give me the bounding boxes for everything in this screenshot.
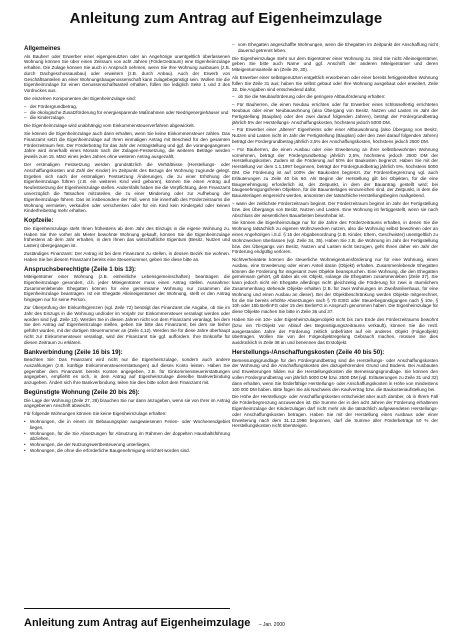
list-item: • Wohnungen, die der Nutzungswertbesteuerung unterliegen, (24, 442, 230, 448)
list-item: – der Fördergrundbetrag, (24, 104, 230, 110)
paragraph: Zuständiges Finanzamt: Der Antrag ist bei dem Finanzamt zu stellen, in dessen Bezirk Sie wohnen. Haben Sie bei diesem Finanzamt bereits eine Steuernummer, geben Sie diese bitte an. (24, 250, 230, 262)
paragraph: Nichtverheiratete können die steuerliche Wohneigentumsförderung nur für eine Wohnung, einen Ausbau, eine Erweiterung oder einen Anteil daran (Objekt) erhalten. Zusammenlebende Ehegatten können die Förderung für insgesamt zwei Objekte beanspruchen. Eine Wohnung, die den Ehegatten gemeinsam gehört, gilt dabei als ein Objekt, solange die Ehegatten zusammenleben (Zeile 37). Sie kann jedoch nicht ein Ehegatte allerdings nicht gleichzeitig die Förderung für zwei in räumlichem Zusammenhang stehende Objekte erhalten (z.B. für zwei Wohnungen im Zweifamilienhaus, für eine Wohnung und einen Ausbau an dieser). Bei der Objektbeschränkung werden Objekte mitgerechnet, für die Sie bereits erhöhte Absetzungen nach § 7b EStG oder Steuerbegünstigungen nach § 10e, § 10h oder 15b BerlinFG oder 15 des BerlinFG in Anspruch genommen haben. Die Eigenheimzulage für diese Objekte machen Sie bitte in Zeile 36 und 37. (232, 257, 438, 315)
paragraph: Die Eigenheimzulage steht nur dem Eigentümer einer Wohnung zu. Sind Sie nicht Alleineigentümer, geben Sie bitte auch Name und ggf. Anschrift der anderen Miteigentümer und deren Miteigentumsanteile an (Zeile 29, 30). (232, 55, 438, 73)
components-list (24, 104, 230, 121)
list-item: – die ökologische Zusatzförderung für energiesparende Maßnahmen oder Niedrigenergiehäuser und (24, 110, 230, 116)
paragraph: Für folgende Wohnungen können Sie keine Eigenheimzulage erhalten: (24, 411, 167, 417)
section-heading-allgemeines: Allgemeines (24, 45, 61, 52)
list-item: • Wohnungen, die ohne die erforderliche Baugenehmigung errichtet worden sind. (24, 448, 230, 454)
paragraph: Die Eigenheimzulage steht Ihnen frühestens ab dem Jahr des Einzugs in die eigene Wohnung zu. Haben Sie Ihre vorher als Mieter bewohnte Wohnung gekauft, können Sie die Eigenheimzulage frühestens ab dem Jahr erhalten, in dem Ihnen das wirtschaftliche Eigentum (Besitz, Nutzen und Lasten) übergegangen ist. (24, 225, 230, 249)
paragraph: Beachten Sie: Das Finanzamt wird nicht nur die Eigenheimzulage, sondern auch andere Auszahlungen (z.B. künftige Einkommensteuererstattungen) auf dieses Konto leisten. Haben Sie gegenüber dem Finanzamt bereits Konten angegeben, z.B. für Einkommensteuererstattungen angegeben, empfiehlt es sich, in dem Antrag auf Eigenheimzulage dieselbe Bankverbindung anzugeben. Ändert sich Ihre Bankverbindung, teilen Sie dies bitte sofort dem Finanzamt mit. (24, 357, 230, 386)
section-heading-beguenstigte-wohnung: Begünstigte Wohnung (Zeile 20 bis 26): (24, 389, 140, 397)
section-heading-kopfzeile: Kopfzeile: (24, 217, 54, 225)
page-title: Anleitung zum Antrag auf Eigenheimzulage (69, 10, 383, 27)
excluded-list (24, 419, 230, 454)
decision-list (232, 94, 438, 100)
section-heading-herstellungskosten: Herstellungs-/Anschaffungskosten (Zeile 40 bis 50): (232, 349, 385, 357)
paragraph: Sie können die Eigenheimzulage nur für die Jahre des Förderzeitraums erhalten, in denen Sie die Wohnung tatsächlich zu eigenen Wohnzwecken nutzen, also die Wohnung selbst bewohnen oder an einen Angehörigen i.S.d. § 15 der Abgabenordnung (z.B. Kinder, Eltern, Geschwister) unentgeltlich zu Wohnzwecken überlassen (vgl. Zeile 34, 35). Haben Sie z.B. die Wohnung im Jahr der Fertigstellung bzw. des Übergangs von Besitz, Nutzen und Lasten nicht bezogen, geht Ihnen daher ein Jahr der Förderung endgültig verloren. (232, 220, 438, 255)
list-item: • Wohnungen, die in einem im Bebauungsplan ausgewiesenen Ferien- oder Wochenendgebiet liegen, (24, 419, 230, 431)
footer-rule (24, 608, 230, 609)
lead-list (232, 42, 438, 54)
paragraph: Als Erwerber einer selbstgenutzten entgeltlich erworbenen oder einer bereits fertiggestellten Wohnung füllen Sie Zeile 31 aus; haben Sie selbst gebaut oder Ihre Wohnung ausgebaut oder erweitert, Zeile 32. Die Angaben sind entscheidend dafür, (232, 74, 438, 92)
right-column (232, 42, 438, 632)
paragraph: Als Bauherr oder Erwerber einer eigengenutzten oder an Angehörige unentgeltlich überlassenen Wohnung können Sie über einen Zeitraum von acht Jahren (Förderzeitraum) eine Eigenheimzulage erhalten. Die Zulage können Sie auch in Anspruch nehmen, wenn Sie Ihre Wohnung ausbauen (z.B. durch Dachgeschossausbau) oder erweitern (z.B. durch Anbau). Auch der Erwerb von Geschäftsanteilen an einer Wohnungsbaugenossenschaft kann zulagebegünstigt sein. Wollen Sie die Eigenheimzulage für einen Genossenschaftsanteil erhalten, füllen Sie lediglich Seite 1 und 3 des Vordruckes aus. (24, 53, 230, 94)
paragraph: Sie können die Eigenheimzulage auch dann erhalten, wenn Sie keine Einkommensteuer zahlen. Das Finanzamt setzt die Eigenheimzulage auf Ihren einmaligen Antrag mit Bescheid für den gesamten Förderzeitraum fest. Der Förderbetrag für das Jahr der Antragstellung und ggf. die vorangegangenen Jahre wird innerhalb eines Monats nach der Zulagen-Festsetzung, die weiteren Beträge werden jeweils zum 15. März eines jeden Jahres ohne weiteren Antrag ausgezahlt. (24, 131, 230, 160)
paragraph: Die Eigenheimzulage wird unabhängig vom Einkommensteuerverfahren abgewickelt. (24, 123, 195, 129)
paragraph: Haben Sie ein 10e- oder Eigenheimzulagenobjekt nicht bis zum Ende des Förderzeitraums bewohnt (bzw. ein 7b-Objekt vor Ablauf des Begünstigungszeitraums verkauft), können Sie die restl. ausgestanden Jahre der Förderung zeitlich unbefristet auf ein anderes Objekt (Folgeobjekt) übertragen. Wollen Sie von der Folgeobjektregelung Gebrauch machen, müssen Sie dies ausdrücklich in Zeile 38 an und benennen das Erstobjekt. (232, 317, 438, 346)
left-column (24, 42, 230, 602)
paragraph: – Für Erwerber einer „älteren“ Eigenheims oder einer Altbauwohnung (also Übergang von Besitz, Nutzen und Lasten nicht im Jahr der Fertigstellung (Bauplan) oder den zwei darauf folgenden Jahren) beträgt der Fördergrundbetrag jährlich 2,5% der Anschaffungskosten, höchstens jedoch 2500 DM. (232, 127, 438, 144)
paragraph: – wann der zeitlichste Förderzeitraum beginnt. Der Förderzeitraum beginnt im Jahr der Fertigstellung bzw. des Übergangs von Besitz, Nutzen und Lasten. Eine Wohnung ist fertiggestellt, wenn sie nach Abschluss der wesentlichen Bauarbeiten bewohnbar ist. (232, 200, 438, 218)
list-item: • Wohnungen, für die Sie Absetzungen für Abnutzung im Rahmen der doppelten Haushaltsführung abziehen, (24, 431, 230, 443)
footer (24, 613, 285, 631)
footer-title: Anleitung zum Antrag auf Eigenheimzulage (24, 617, 251, 629)
footer-date: – Jan. 2000 (258, 622, 285, 628)
paragraph: – Für Bauherren, die einen Ausbau oder eine Erweiterung an ihrer selbstbewohnten Wohnung vornehmen, beträgt der Fördergrundbetrag jährlich 2,5%, höchstens jedoch 2500 DM der Herstellungskosten. Zudem ist die Förderung auf 50% der Baukosten begrenzt. Haben Sie mit der Herstellung vor dem 1.1.1997 begonnen, beträgt der Fördergrundbetrag jährlich 5%, höchstens 5000 DM. Die Förderung ist auf 100% der Baukosten begrenzt. Zur Fördererbegrenzung vgl. auch Erläuterungen zu Zeile 40 bis 60. Als Beginn der Herstellung gilt bei Objekten, für die eine Baugenehmigung erforderlich ist, der Zeitpunkt, in dem der Bauantrag gestellt wird; bei baugenehmigungsfreien Objekten, für die Bauunterlagen einzureichen sind, der Zeitpunkt, in dem die Bauunterlagen eingereicht werden, ansonsten der tatsächliche Herstellungsbeginn maßgebend. (232, 146, 438, 199)
paragraph: Die Höhe der Herstellungs- oder Anschaffungskosten entscheidet aber auch darüber, ob in Ihrem Fall die Förderbegrenzung anzuwenden ist. Die Summe der in den acht Jahren der Förderung erhaltenen Eigenheimzulage der Kinderzulagen darf nicht mehr als die tatsächlich aufgewendeten Herstellungs- oder Anschaffungskosten betragen. Haben Sie mit der Herstellung eines Ausbaus oder einer Erweiterung nach dem 31.12.1996 begonnen, darf die Summe aller Förderbeträge 50 % der Herstellungskosten nicht übersteigen. (232, 394, 438, 429)
paragraph: Bemessungsgrundlage für den Fördergrundbetrag sind die Herstellungs- oder Anschaffungskosten der Wohnung und die Anschaffungskosten des dazugehörenden Grund und Bodens. Bei Ausbauten und Erweiterungen bilden nur die Herstellungskosten die Bemessungsgrundlage. Sie können den vollen Fördergrundbetrag von jährlich 5000 DM bzw. 2500 DM (vgl. Erläuterungen zu Zeile 31 und 32) dann erhalten, wenn Sie förderfähige Herstellungs- oder Anschaffungskosten in Höhe von mindestens 100 000 DM haben. Bitte fügen Sie als Nachweis den Kaufvertrag bzw. die Baukostenaufstellung bei. (232, 357, 438, 392)
list-item: – ob Sie die Neubauförderung oder die geringere Altbauförderung erhalten: (232, 94, 438, 100)
paragraph: – Für Bauherren, die einen Neubau errichten oder für Erwerber eines schlüsselfertig errichteten Neubaus oder einer Neubauwohnung (also Übergang von Besitz, Nutzen und Lasten im Jahr der Fertigstellung (Bauplan) oder den zwei darauf folgenden Jahren), beträgt der Fördergrundbetrag jährlich 5% der Herstellungs- Anschaffungskosten, höchstens jedoch 5000 DM. (232, 102, 438, 125)
paragraph: Die einzelnen Komponenten der Eigenheimzulage sind: (24, 96, 136, 102)
section-heading-bankverbindung: Bankverbindung (Zeile 16 bis 19): (24, 348, 123, 356)
section-heading-anspruchsberechtigte: Anspruchsberechtigte (Zeile 1 bis 13): (24, 265, 137, 273)
list-item: – vom Ehegatten angeschaffte Wohnungen, wenn die Ehegatten im Zeitpunkt der Anschaffung nicht dauernd getrennt leben. (232, 42, 438, 54)
paragraph: Die Lage der Wohnung (Zeile 27, 28) brauchen Sie nur dann anzugeben, wenn sie von Ihrer im Antrag angegebenen Anschrift abweicht. (24, 397, 230, 409)
list-item: – die Kinderzulage. (24, 115, 230, 121)
paragraph: Der erstmaligen Festsetzung werden grundsätzlich die Verhältnisse (Herstellungs- oder Anschaffungskosten und Zahl der Kinder) im Zeitpunkt des Bezugs der Wohnung zugrunde gelegt. Ergeben sich nach der erstmaligen Festsetzung Änderungen, die zu einer Erhöhung der Eigenheimzulage führen (z.B. ein weiteres Kind wird geboren), können Sie einen Antrag auf Neufestsetzung der Eigenheimzulage stellen. Andernfalls haben Sie die Verpflichtung, dem Finanzamt unverzüglich die Tatsachen mitzuteilen, die zu einer Minderung oder zur Aufhebung der Eigenheimzulage führen. Das ist insbesondere der Fall, wenn Sie innerhalb des Förderzeitraums die Wohnung vermieten, verkaufen oder verschenken oder für ein Kind kein Kindergeld oder keinen Kinderfreibetrag mehr erhalten. (24, 162, 230, 214)
paragraph: Miteigentümer einer Wohnung (z.B. einheitliche Lebensgemeinschaften) beantragen die Eigenheimzulage gesondert, d.h. jeder Miteigentümer muss einen Antrag stellen. Ausnahme: Zusammenlebende Ehegatten können für eine gemeinsame Wohnung nur zusammen die Eigenheimzulage beantragen. Ist ein Ehegatte Alleineigentümer der Wohnung, stellt er den Antrag hingegen nur für seine Person. (24, 274, 230, 303)
paragraph: Zur Überprüfung der Einkunftsgrenzen (vgl. Zeile 72) benötigt das Finanzamt die Angabe, ob Sie im Jahr des Einzugs in die Wohnung und/oder im Vorjahr zur Einkommensteuer veranlagt werden oder worden sind (vgl. Zeile 13). Werden Sie in diesen Jahren nicht von dem Finanzamt veranlagt, bei dem Sie den Antrag auf Eigenheimzulage stellen, geben Sie bitte das Finanzamt, bei dem sie bisher geführt wurden, mit der dortigen Steuernummer an (Zeile 4,12). Werden Sie für diese Jahre überhaupt nicht zur Einkommensteuer veranlagt, wird der Finanzamt Sie ggf. auffordern, Ihre Einkünfte für diesen Zeitraum zu erklären. (24, 304, 230, 345)
